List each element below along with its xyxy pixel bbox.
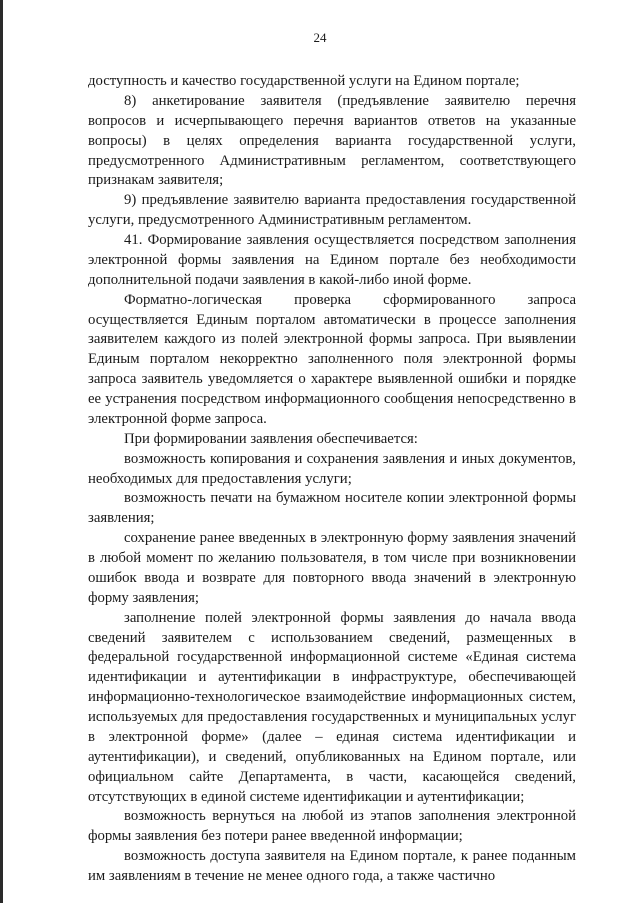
paragraph: 41. Формирование заявления осуществляется посредством заполнения электронной формы заявления на Едином портале без необходимости дополнительной подачи заявления в какой-либо иной форме. bbox=[88, 232, 576, 288]
document-body bbox=[88, 72, 576, 887]
paragraph: 9) предъявление заявителю варианта предоставления государственной услуги, предусмотренного Административным регламентом. bbox=[88, 192, 576, 229]
paragraph: Форматно-логическая проверка сформированного запроса осуществляется Единым порталом автоматически в процессе заполнения заявителем каждого из полей электронной формы запроса. При выявлении Единым порталом некорректно заполненного поля электронной формы запроса заявитель уведомляется о характере выявленной ошибки и порядке ее устранения посредством информационного сообщения непосредственно в электронной форме запроса. bbox=[88, 291, 576, 427]
paragraph: 8) анкетирование заявителя (предъявление заявителю перечня вопросов и исчерпывающего перечня вариантов ответов на указанные вопросы) в целях определения варианта государственной услуги, предусмотренного Административным регламентом, соответствующего признакам заявителя; bbox=[88, 92, 576, 189]
scan-edge bbox=[0, 0, 3, 903]
paragraph: возможность вернуться на любой из этапов заполнения электронной формы заявления без потери ранее введенной информации; bbox=[88, 808, 576, 845]
paragraph: возможность доступа заявителя на Едином портале, к ранее поданным им заявлениям в течение не менее одного года, а также частично bbox=[88, 848, 576, 884]
paragraph: возможность печати на бумажном носителе копии электронной формы заявления; bbox=[88, 490, 576, 527]
paragraph: доступность и качество государственной услуги на Едином портале; bbox=[88, 73, 520, 89]
paragraph: сохранение ранее введенных в электронную форму заявления значений в любой момент по желанию пользователя, в том числе при возникновении ошибок ввода и возврате для повторного ввода значений в электронную форму заявления; bbox=[88, 530, 576, 606]
paragraph: возможность копирования и сохранения заявления и иных документов, необходимых для предоставления услуги; bbox=[88, 450, 576, 487]
paragraph: заполнение полей электронной формы заявления до начала ввода сведений заявителем с использованием сведений, размещенных в федеральной государственной информационной системе «Единая система идентификации и аутентификации в инфраструктуре, обеспечивающей информационно-технологическое взаимодействие информационных систем, используемых для предоставления государственных и муниципальных услуг в электронной форме» (далее – единая система идентификации и аутентификации), и сведений, опубликованных на Едином портале, или официальном сайте Департамента, в части, касающейся сведений, отсутствующих в единой системе идентификации и аутентификации; bbox=[88, 609, 576, 805]
page-number: 24 bbox=[313, 30, 327, 45]
paragraph: При формировании заявления обеспечивается: bbox=[124, 430, 418, 447]
